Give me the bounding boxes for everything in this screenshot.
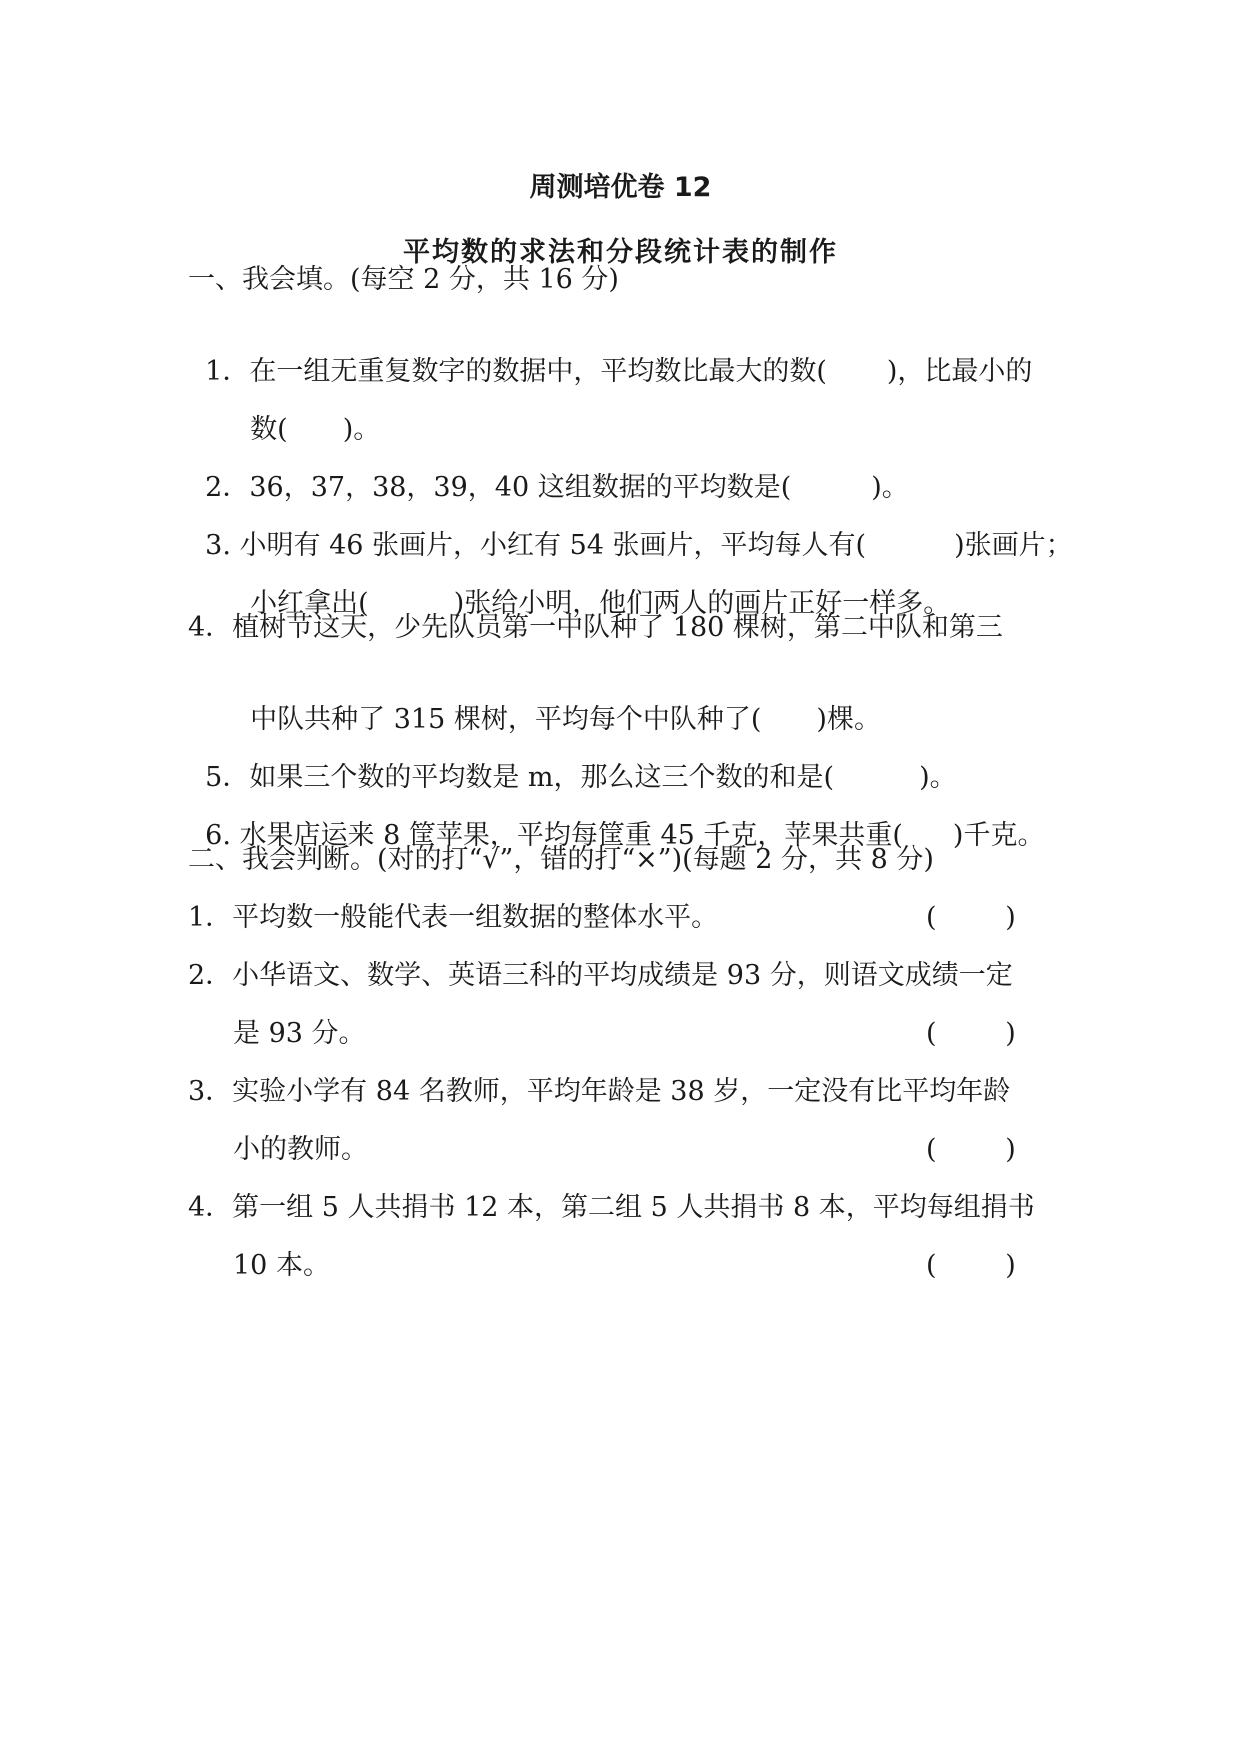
question-text: 6. 水果店运来 8 筐苹果，平均每筐重 45 千克，苹果共重( xyxy=(205,820,903,851)
judge-question-1-line-1: 1．平均数一般能代表一组数据的整体水平。 xyxy=(188,902,719,933)
question-text: 3. 小明有 46 张画片，小红有 54 张画片，平均每人有( xyxy=(205,530,867,561)
judge-answer-bracket[interactable]: ( ) xyxy=(926,902,1016,933)
question-text: )。 xyxy=(342,414,381,445)
question-text: 数( xyxy=(250,414,288,445)
judge-question-4-line-2: 10 本。 xyxy=(233,1250,330,1281)
judge-answer-bracket[interactable]: ( ) xyxy=(926,1250,1016,1281)
question-text: )。 xyxy=(919,762,957,793)
section2-heading: 二、我会判断。(对的打“√”，错的打“×”)(每题 2 分，共 8 分) xyxy=(188,844,934,875)
judge-answer-bracket[interactable]: ( ) xyxy=(926,1018,1016,1049)
question-text: )千克。 xyxy=(952,820,1045,851)
judge-question-4-line-1: 4．第一组 5 人共捐书 12 本，第二组 5 人共捐书 8 本，平均每组捐书 xyxy=(188,1192,1035,1223)
question-text: )张画片； xyxy=(954,530,1073,561)
page-title: 周测培优卷 12 xyxy=(529,172,712,203)
question-text: 2．36，37，38，39，40 这组数据的平均数是( xyxy=(205,472,792,503)
question-text: 1．在一组无重复数字的数据中，平均数比最大的数( xyxy=(205,356,827,387)
section1-heading: 一、我会填。(每空 2 分，共 16 分) xyxy=(188,264,619,295)
question-text: )，比最小的 xyxy=(886,356,1033,387)
judge-question-2-line-2: 是 93 分。 xyxy=(233,1018,366,1049)
judge-question-3-line-1: 3．实验小学有 84 名教师，平均年龄是 38 岁，一定没有比平均年龄 xyxy=(188,1076,1011,1107)
question-text: 小红拿出( xyxy=(250,588,369,619)
judge-answer-bracket[interactable]: ( ) xyxy=(926,1134,1016,1165)
question-text: 中队共种了 315 棵树，平均每个中队种了( xyxy=(250,704,762,735)
judge-question-3-line-2: 小的教师。 xyxy=(233,1134,368,1165)
page-subtitle: 平均数的求法和分段统计表的制作 xyxy=(403,237,838,268)
question-text: 5．如果三个数的平均数是 m，那么这三个数的和是( xyxy=(205,762,835,793)
judge-question-2-line-1: 2．小华语文、数学、英语三科的平均成绩是 93 分，则语文成绩一定 xyxy=(188,960,1013,991)
question-4-line-1: 4．植树节这天，少先队员第一中队种了 180 棵树，第二中队和第三 xyxy=(188,612,1003,643)
question-text: )。 xyxy=(871,472,909,503)
question-text: )张给小明，他们两人的画片正好一样多。 xyxy=(453,588,951,619)
question-text: )棵。 xyxy=(816,704,881,735)
